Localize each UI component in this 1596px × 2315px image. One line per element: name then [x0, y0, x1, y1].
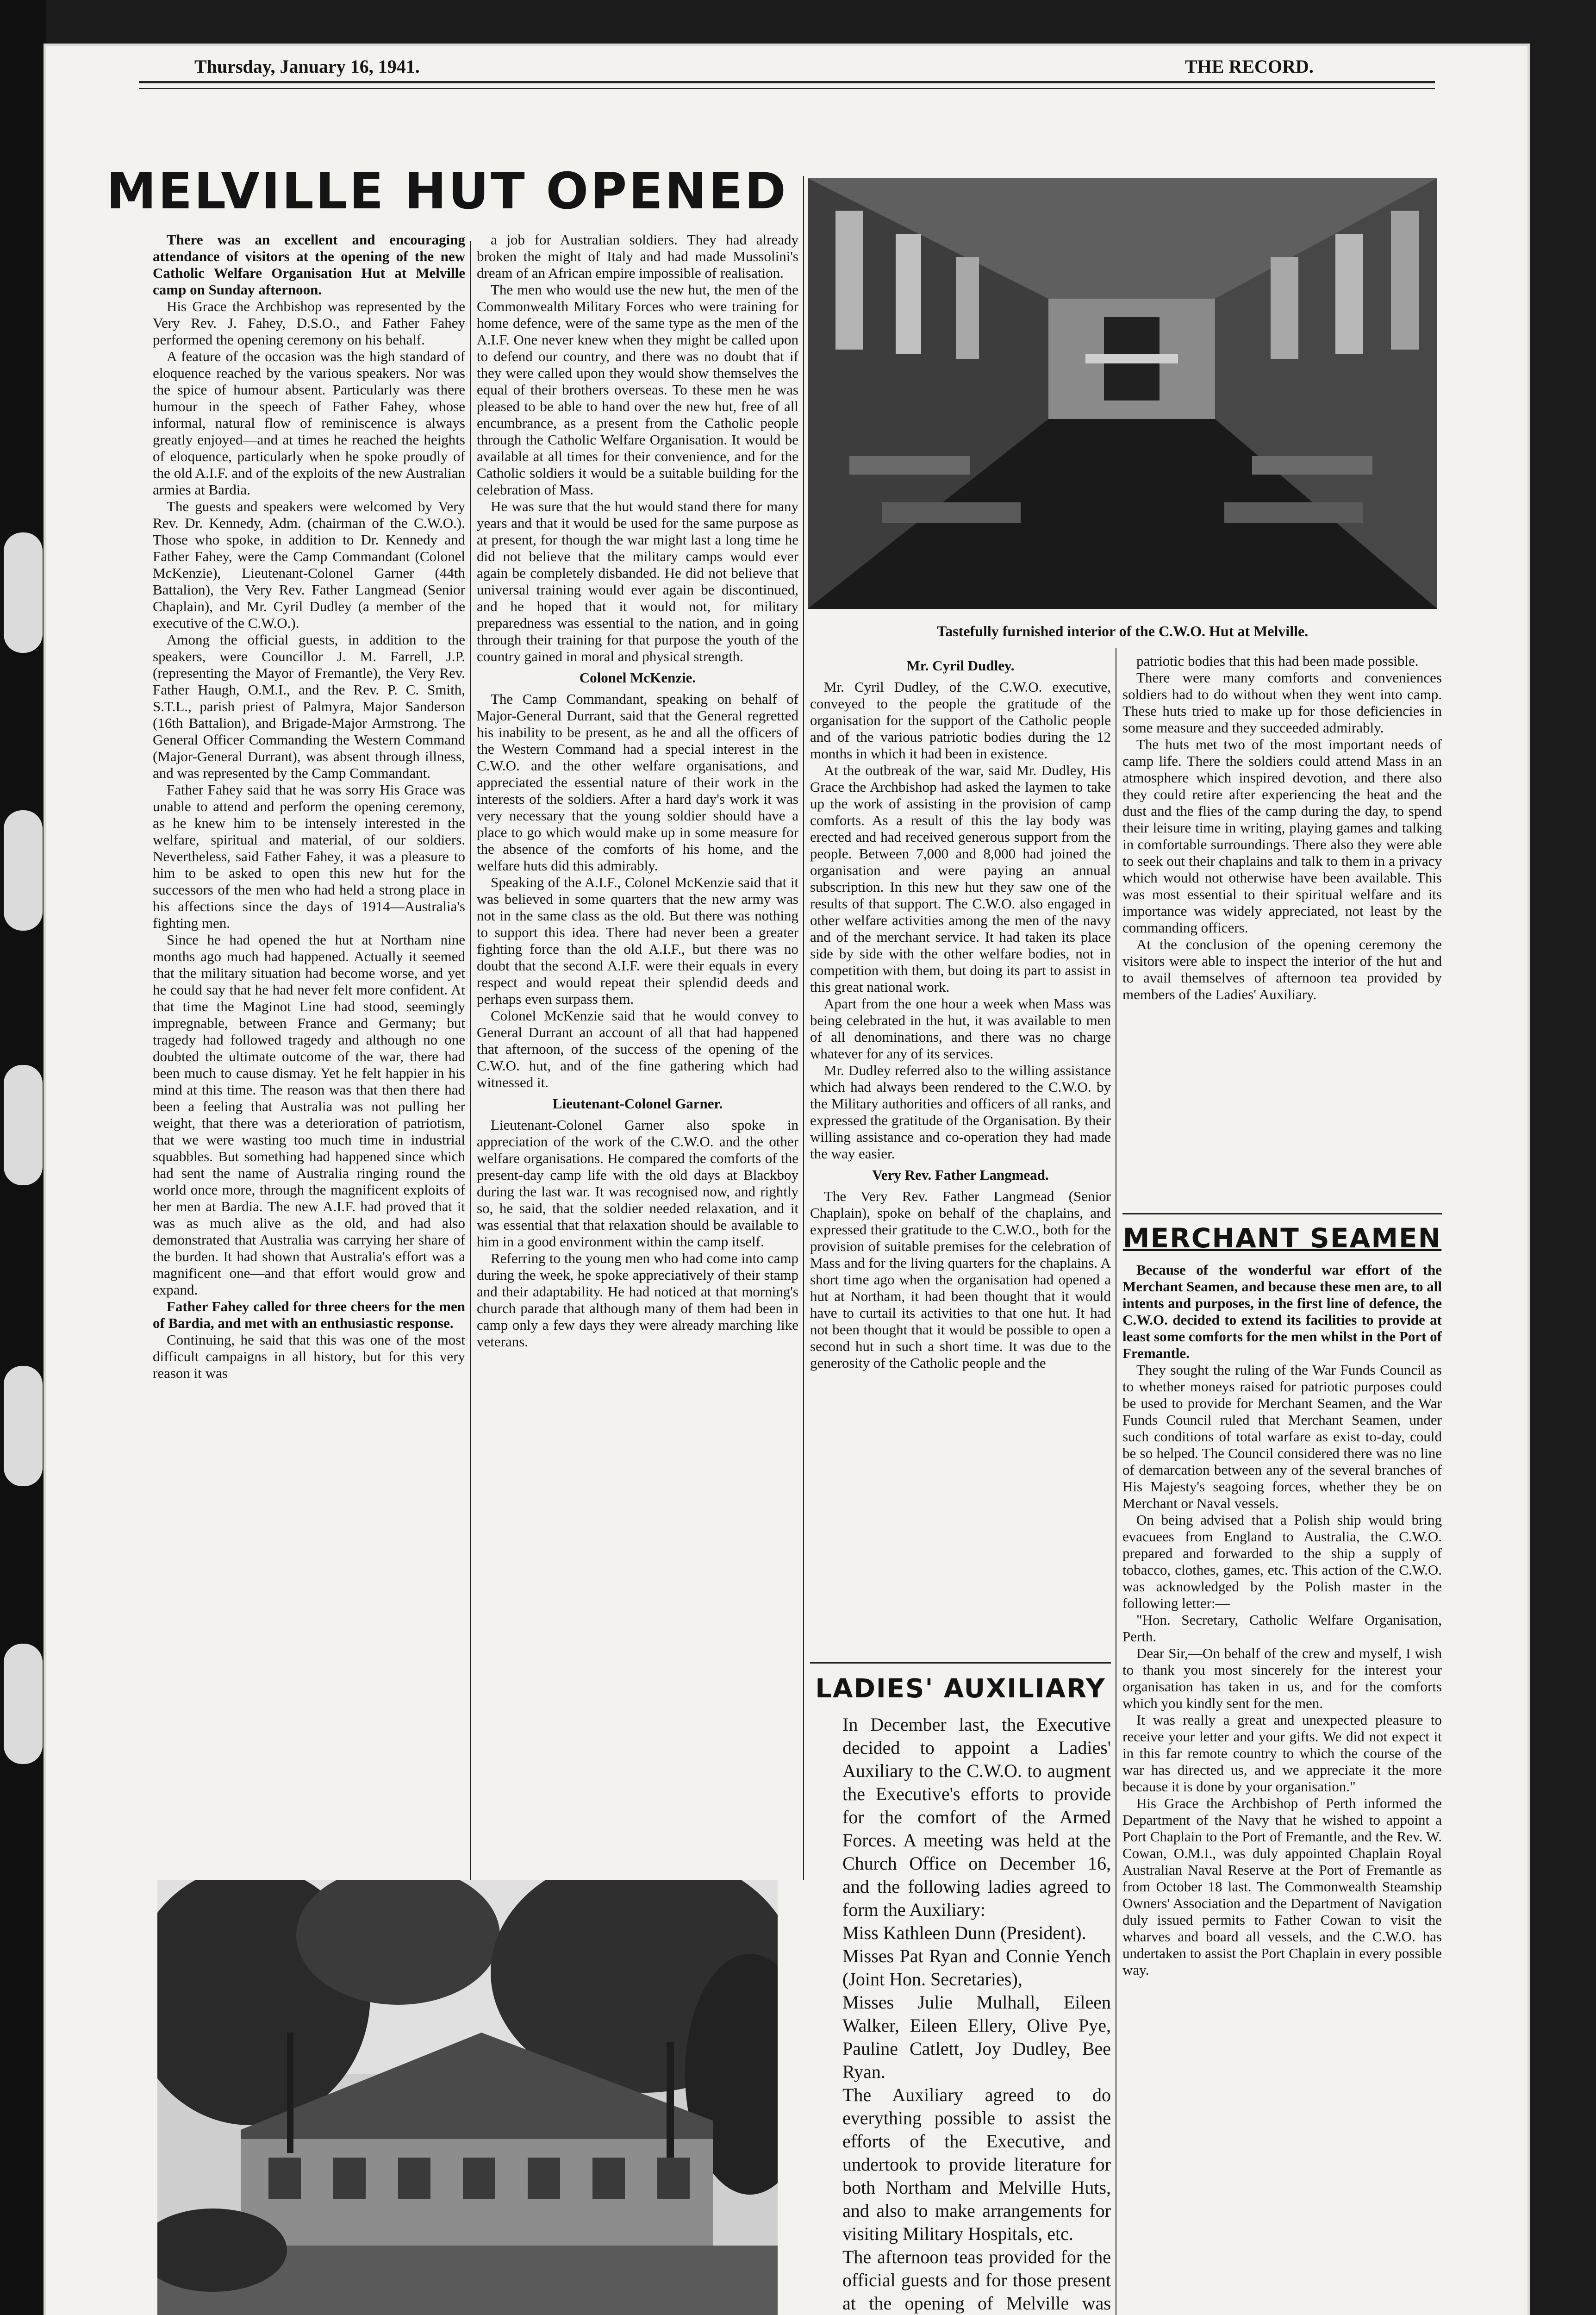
subheading: Mr. Cyril Dudley.: [906, 657, 1015, 674]
headline: MELVILLE HUT OPENED: [106, 163, 788, 220]
edge-mark: [4, 532, 43, 653]
lead-paragraph: Because of the wonderful war effort of the Merchant Seamen, and because these men are, to all intents and purposes, in the first line of defence, the C.W.O. decided to extend its facilities to provide at least some comforts for the men whilst in the Port of Fremantle.: [1122, 1262, 1442, 1361]
paragraph: patriotic bodies that this had been made possible.: [1136, 653, 1419, 669]
paragraph: At the outbreak of the war, said Mr. Dudley, His Grace the Archbishop had asked the laymen to take up the work of assisting in the provision of camp comforts. As a result of this the lay body was erected and had received generous support from the people. Between 7,000 and 8,000 had joined the organisation and were paying an annual subscription. In this new hut they saw one of the results of that support. The C.W.O. also engaged in other welfare activities among the men of the navy and of the merchant service. It had taken its place side by side with the other welfare bodies, not in competition with them, but doing its part to assist in this great national work.: [810, 762, 1111, 995]
edge-mark: [4, 1065, 43, 1185]
article-column-4: [1122, 653, 1442, 1208]
paragraph: The guests and speakers were welcomed by Very Rev. Dr. Kennedy, Adm. (chairman of the C.W.O.). Those who spoke, in addition to Dr. Kennedy and Father Fahey, were the Camp Commandant (Colonel McKenzie), Lieutenant-Colonel Garner (44th Battalion), the Very Rev. Father Langmead (Senior Chaplain), and Mr. Cyril Dudley (a member of the executive of the C.W.O.).: [153, 498, 465, 631]
lead-paragraph: There was an excellent and encouraging attendance of visitors at the opening of the new Catholic Welfare Organisation Hut at Melville camp on Sunday afternoon.: [153, 232, 465, 298]
paragraph: Lieutenant-Colonel Garner also spoke in appreciation of the work of the C.W.O. and the other welfare organisations. He compared the comforts of the present-day camp life with the old days at Blackboy during the last war. It was recognised now, and rightly so, he said, that the soldier needed relaxation, and it was essential that that relaxation should be available to him in a good environment within the camp itself.: [477, 1117, 798, 1250]
header-rule: [139, 81, 1435, 83]
paragraph: Among the official guests, in addition to the speakers, were Councillor J. M. Farrell, J.P. (representing the Mayor of Fremantle), the Very Rev. Father Haugh, O.M.I., and the Rev. P. C. Smith, S.T.L., parish priest of Palmyra, Major Sanderson (16th Battalion), and Brigade-Major Armstrong. The General Officer Commanding the Western Command (Major-General Durrant), was absent through illness, and was represented by the Camp Commandant.: [153, 632, 465, 781]
paragraph: There were many comforts and conveniences soldiers had to do without when they went into camp. These huts tried to make up for those deficiencies in some measure and they succeeded admirably.: [1122, 669, 1442, 736]
column-divider: [803, 176, 804, 1880]
paragraph: The men who would use the new hut, the men of the Commonwealth Military Forces who were training for home defence, were of the same type as the men of the A.I.F. One never knew when they might be called upon to defend our country, and there was no doubt that if they were called upon they would show themselves the equal of their brothers overseas. To these men he was pleased to be able to hand over the new hut, free of all encumbrance, as a present from the Catholic people through the Catholic Welfare Organisation. It would be available at all times for their convenience, and for the Catholic soldiers it would be a suitable building for the celebration of Mass.: [477, 282, 798, 498]
paper-title: THE RECORD.: [1185, 56, 1314, 77]
list-item: Miss Kathleen Dunn (President).: [842, 1922, 1086, 1943]
hut-exterior-image: [157, 1880, 778, 2315]
paragraph: On being advised that a Polish ship would bring evacuees from England to Australia, the C.W.O. prepared and forwarded to the ship a supply of tobacco, clothes, games, etc. This action of the C.W.O. was acknowledged by the Polish master in the following letter:—: [1122, 1512, 1442, 1611]
paragraph: Speaking of the A.I.F., Colonel McKenzie said that it was believed in some quarters that the new army was not in the same class as the old. But there was nothing to support this idea. There had never been a greater fighting force than the old A.I.F., but there was no doubt that the second A.I.F. were their equals in every respect and would repeat their splendid deeds and perhaps even surpass them.: [477, 874, 798, 1007]
article-column-2: [477, 232, 798, 1873]
paragraph: Father Fahey said that he was sorry His Grace was unable to attend and perform the opening ceremony, as he knew him to be intensely interested in the welfare, spiritual and material, of our soldiers. Nevertheless, said Father Fahey, it was a pleasure to him to be asked to open this new hut for the successors of the men who had held a strong place in his affections since the days of 1914—Australia's fighting men.: [153, 782, 465, 931]
hut-interior-image: [808, 178, 1437, 609]
paragraph: They sought the ruling of the War Funds Council as to whether moneys raised for patriotic purposes could be used to provide for Merchant Seamen, and the War Funds Council ruled that Merchant Seamen, under such conditions of total warfare as exist to-day, could be so helped. The Council considered there was no line of demarcation between any of the several branches of His Majesty's seagoing forces, whether they be on Merchant or Naval vessels.: [1122, 1362, 1442, 1511]
article-column-3: [810, 653, 1111, 1699]
article-column-1: [153, 232, 465, 1873]
paragraph: a job for Australian soldiers. They had already broken the might of Italy and had made Mussolini's dream of an African empire impossible of realisation.: [477, 232, 798, 281]
subheading: Lieutenant-Colonel Garner.: [552, 1095, 723, 1112]
edge-mark: [4, 1366, 43, 1486]
merchant-box-rule: [1122, 1213, 1442, 1214]
paragraph: The Auxiliary agreed to do everything possible to assist the efforts of the Executive, and undertook to provide literature for both Northam and Melville Huts, and also to make arrangements for visiting Military Hospitals, etc.: [842, 2084, 1111, 2244]
edge-mark: [4, 1644, 43, 1764]
paragraph: Mr. Dudley referred also to the willing assistance which had always been rendered to the C.W.O. by the Military authorities and officers of all ranks, and expressed the gratitude of the Organisation. By their willing assistance and co-operation they had made the way easier.: [810, 1062, 1111, 1162]
paragraph: Since he had opened the hut at Northam nine months ago much had happened. Actually it seemed that the military situation had become worse, and yet he could say that he had never felt more confident. At that time the Maginot Line had stood, seemingly impregnable, between France and Germany; but tragedy had followed tragedy and although no one doubted the ultimate outcome of the war, there had been much to cause dismay. Yet he felt happier in his mind at this time. The reason was that then there had been a feeling that Australia was not pulling her weight, that there was a deterioration of patriotism, that we were wasting too much time in industrial squabbles. But something had happened since which had sent the name of Australia ringing round the world once more, through the magnificent exploits of her men at Bardia. The new A.I.F. had proved that it was as much alive as the old, and had also demonstrated that Australia was carrying her share of the burden. It had shown that Australia's effort was a magnificent one—and that effort would grow and expand.: [153, 932, 465, 1298]
paragraph: Referring to the young men who had come into camp during the week, he spoke appreciatively of their stamp and their adaptability. He had noticed at that morning's church parade that although many of them had been in camp only a few days they were already marching like veterans.: [477, 1250, 798, 1350]
paragraph: At the conclusion of the opening ceremony the visitors were able to inspect the interior of the hut and to avail themselves of afternoon tea provided by members of the Ladies' Auxiliary.: [1122, 936, 1442, 1002]
paragraph: The Camp Commandant, speaking on behalf of Major-General Durrant, said that the General regretted his inability to be present, as he and all the officers of the Western Command had a special interest in the C.W.O. and the other welfare organisations, and appreciated the essential nature of their work in the interests of the soldiers. After a hard day's work it was very necessary that the young soldier should have a place to go which would make up in some measure for the absence of the comforts of his home, and the welfare huts did this admirably.: [477, 691, 798, 874]
paragraph: Colonel McKenzie said that he would convey to General Durrant an account of all that had happened that afternoon, of the success of the opening of the C.W.O. hut, and of the fine gathering which had witnessed it.: [477, 1007, 798, 1090]
list-item: Dear Sir,—On behalf of the crew and myself, I wish to thank you most sincerely for the interest your organisation has taken in us, and for the comforts which you kindly sent for the men.: [1122, 1645, 1442, 1711]
paragraph: The afternoon teas provided for the official guests and for those present at the opening of Melville was: [842, 2246, 1111, 2314]
paragraph: Apart from the one hour a week when Mass was being celebrated in the hut, it was available to men of all denominations, and there was no charge whatever for any of its services.: [810, 995, 1111, 1062]
ladies-auxiliary-text: [815, 1713, 1111, 2315]
list-item: Misses Pat Ryan and Connie Yench (Joint Hon. Secretaries),: [842, 1946, 1111, 1990]
paragraph: Continuing, he said that this was one of the most difficult campaigns in all history, but for this very reason it was: [153, 1332, 465, 1381]
paragraph: In December last, the Executive decided to appoint a Ladies' Auxiliary to the C.W.O. to augment the Executive's efforts to provide for the comfort of the Armed Forces. A meeting was held at the Church Office on December 16, and the following ladies agreed to form the Auxiliary:: [842, 1714, 1111, 1920]
page-date: Thursday, January 16, 1941.: [194, 56, 420, 77]
hut-exterior-photo: [157, 1880, 778, 2315]
paragraph: His Grace the Archbishop of Perth informed the Department of the Navy that he wished to appoint a Port Chaplain to the Port of Fremantle, and the Rev. W. Cowan, O.M.I., was duly appointed Chaplain Royal Australian Naval Reserve at the Port of Fremantle as from October 18 last. The Commonwealth Steamship Owners' Association and the Department of Navigation duly issued permits to Father Cowan to visit the wharves and board all vessels, and the C.W.O. has undertaken to assist the Port Chaplain in every possible way.: [1122, 1795, 1442, 1978]
column-divider: [470, 241, 471, 1880]
list-item: It was really a great and unexpected pleasure to receive your letter and your gifts. We did not expect it in this far remote country to which the course of the war has directed us, and we appreciate it the more because it is done by your organisation.": [1122, 1712, 1442, 1795]
edge-mark: [4, 810, 43, 931]
merchant-seamen-title: MERCHANT SEAMEN: [1122, 1222, 1442, 1254]
paragraph: His Grace the Archbishop was represented by the Very Rev. J. Fahey, D.S.O., and Father Fahey performed the opening ceremony on his behalf.: [153, 298, 465, 348]
ladies-auxiliary-title: LADIES' AUXILIARY: [815, 1674, 1106, 1704]
interior-caption: Tastefully furnished interior of the C.W.O. Hut at Melville.: [936, 623, 1309, 639]
merchant-seamen-text: [1122, 1262, 1442, 2315]
list-item: "Hon. Secretary, Catholic Welfare Organisation, Perth.: [1122, 1612, 1442, 1645]
hut-interior-photo: [808, 178, 1437, 609]
header-rule-thin: [139, 88, 1435, 89]
list-item: Misses Julie Mulhall, Eileen Walker, Eileen Ellery, Olive Pye, Pauline Catlett, Joy Dudley, Bee Ryan.: [842, 1992, 1111, 2082]
subheading: Colonel McKenzie.: [579, 669, 696, 686]
paragraph: A feature of the occasion was the high standard of eloquence reached by the various speakers. Nor was the spice of humour absent. Particularly was there humour in the speech of Father Fahey, whose informal, natural flow of reminiscence is always greatly enjoyed—and at times he reached the heights of eloquence, particularly when he spoke proudly of the old A.I.F. and of the exploits of the new Australian armies at Bardia.: [153, 348, 465, 498]
paragraph: The Very Rev. Father Langmead (Senior Chaplain), spoke on behalf of the chaplains, and expressed their gratitude to the C.W.O., both for the provision of suitable premises for the celebration of Mass and for the living quarters for the chaplains. A short time ago when the organisation had opened a hut at Northam, it had been thought that it would have to curtail its activities to that one hut. It had not been thought that it would be possible to open a second hut in such a short time. It was due to the generosity of the Catholic people and the: [810, 1188, 1111, 1371]
lead-paragraph: Father Fahey called for three cheers for the men of Bardia, and met with an enthusiastic response.: [153, 1298, 465, 1331]
scan-edge: [0, 0, 46, 2315]
subheading: Very Rev. Father Langmead.: [872, 1167, 1049, 1183]
ladies-box-rule: [810, 1662, 1111, 1664]
paragraph: The huts met two of the most important needs of camp life. There the soldiers could attend Mass in an atmosphere which inspired devotion, and there also they could retire after experiencing the heat and the dust and the flies of the camp during the day, to spend their leisure time in writing, playing games and talking in comfortable surroundings. There also they were able to seek out their chaplains and talk to them in a privacy which would not otherwise have been available. This was most essential to their spiritual welfare and its importance was widely appreciated, not least by the commanding officers.: [1122, 736, 1442, 936]
paragraph: Mr. Cyril Dudley, of the C.W.O. executive, conveyed to the people the gratitude of the organisation for the support of the Catholic people and of the various patriotic bodies during the 12 months in which it had been in existence.: [810, 679, 1111, 762]
paragraph: He was sure that the hut would stand there for many years and that it would be used for the same purpose as at present, for though the war might last a long time he did not believe that the military camps would ever again be completely disbanded. He did not believe that universal training would ever again be discontinued, and he hoped that it would not, for military preparedness was essential to the nation, and in going through their training for that purpose the youth of the country gained in moral and physical strength.: [477, 498, 798, 664]
